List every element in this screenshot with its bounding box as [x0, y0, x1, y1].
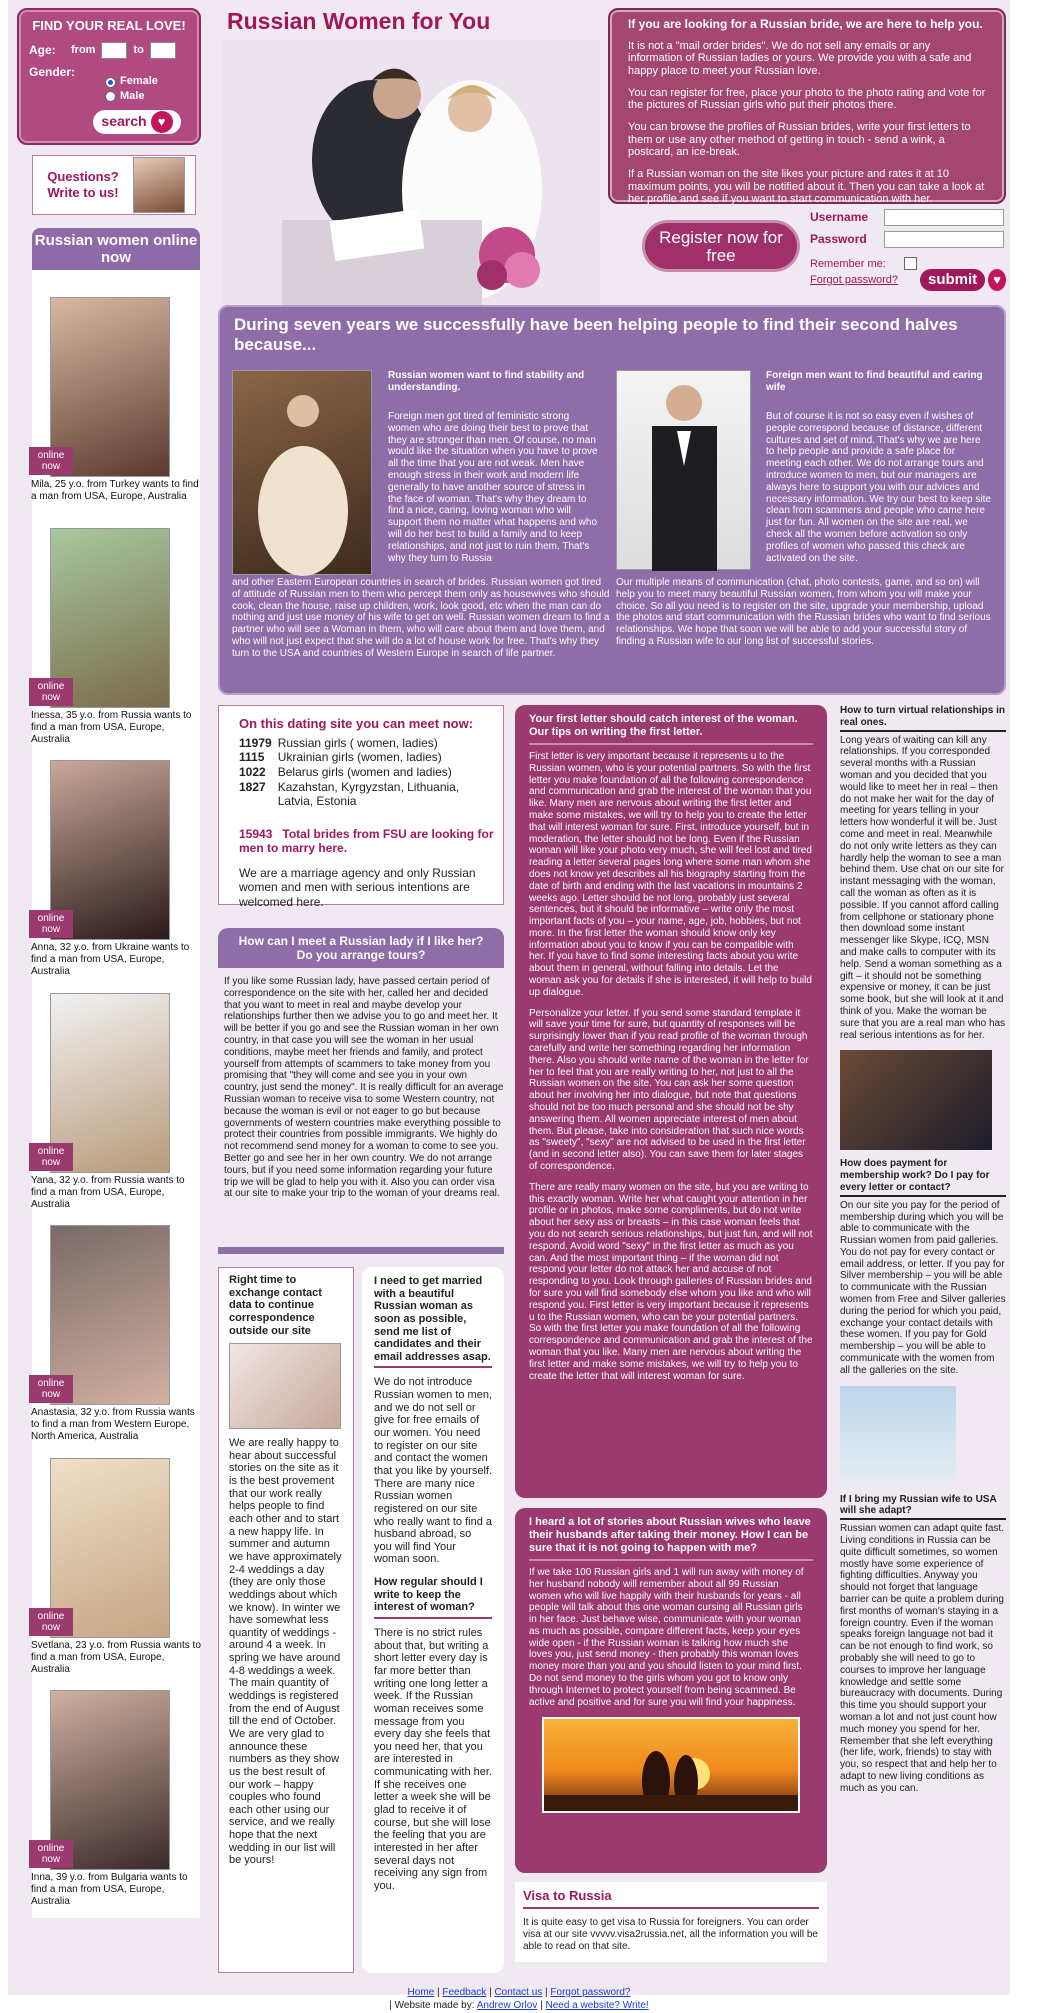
online-badge[interactable]: online now — [29, 1840, 73, 1868]
footer-home-link[interactable]: Home — [407, 1987, 435, 1998]
meet-num: 11979 — [239, 735, 272, 750]
password-input[interactable] — [884, 231, 1004, 248]
how-meet-title: How can I meet a Russian lady if I like her? Do you arrange tours? — [218, 928, 504, 968]
heart-icon: ♥ — [988, 269, 1006, 291]
seven-years-panel — [218, 305, 1006, 695]
info-p3: You can browse the profiles of Russian brides, write your first letters to them or use any other method of getting in touch - send a wink, a postcard, an ice-break. — [628, 121, 971, 159]
rcol-t3: Russian women can adapt quite fast. Living conditions in Russia can be quite difficult sometimes, so women mostly have some experience of fighting difficulties. Anyway you should not forget that language barrier can be quite a problem during first months of woman's staying in a foreign country. Even if the woman speaks foreign language not bad it can be not enough to find work, so probably she will need to go to courses to improve her language knowledge and settle some bureaucracy with documents. During this time you should support your woman a lot and not just count how much money you spend for her. Remember that she left everything (her life, work, friends) to stay with you, so respect that and help her to adapt to new living conditions as much as you can. — [840, 1523, 1004, 1794]
seven-right-bottom: Our multiple means of communication (chat, photo contests, game, and so on) will help you to meet many beautiful Russian women, from whom you will make your choice. So all you need is to register on the site, upgrade your membership, upload the photos and start communication with the Russian brides who want to find serious relationships. We hope that soon we will be able to add your successful story of finding a Russian wife to our long list of successful stories. — [616, 577, 991, 647]
meet-num: 1115 — [239, 750, 265, 765]
meet-stats-panel — [218, 705, 504, 909]
male-label: Male — [120, 89, 145, 102]
hero-wedding-photo — [222, 40, 600, 305]
table-row — [239, 750, 503, 765]
need-title2: How regular should I write to keep the interest of woman? — [374, 1576, 492, 1619]
table-row — [239, 736, 503, 751]
questions-text: Questions? Write to us! — [47, 169, 119, 200]
bride-figure — [233, 371, 373, 576]
groom-figure — [617, 371, 752, 571]
right-column — [840, 705, 1006, 1804]
made-by-label: Website made by: — [394, 2000, 475, 2011]
lady-caption[interactable]: Anastasia, 32 y.o. from Russia wants to find a man from Western Europe, North America, Australia — [31, 1407, 195, 1443]
site-title: Russian Women for You — [227, 8, 491, 34]
online-badge[interactable]: online now — [29, 1608, 73, 1636]
meet-num: 1827 — [239, 779, 266, 794]
footer-contact-link[interactable]: Contact us — [494, 1987, 543, 1998]
right-time-panel — [218, 1267, 354, 1973]
seven-right-top: But of course it is not so easy even if wishes of people correspond because of distance, different cultures and set of mind. That's why we are here to help people and provide a safe place for meeting each other. We do not arrange tours and introduce women to men, but our managers are always here to support you with our advices and necessary information. We try our best to keep site clean from scammers and people who came here just for fun. All women on the site are real, we check all the women before activation so only profiles of women who passed this check are activated on the site. — [766, 411, 991, 564]
footer-forgot-link[interactable]: Forgot password? — [550, 1987, 631, 1998]
search-panel — [17, 8, 201, 145]
remember-checkbox[interactable] — [904, 257, 917, 270]
right-time-text: We are really happy to hear about successful stories on the site as it is the best provement that our work really helps people to find each other and to start a new happy life. In summer and autumn we have approximately 2-4 weddings a day (they are only those weddings about which we know). In winter we have somewhat less quantity of weddings - around 4 a week. In spring we have around 4-8 weddings a week. The main quantity of weddings is registered from the end of August till the end of October. We are very glad to announce these numbers as they show us the best result of our work – happy couples who found each other using our service, and we really hope that the next wedding in our list will be yours! — [229, 1437, 342, 1867]
letter-p2: Personalize your letter. If you send some standard template it will save your time for sure, but quantity of responses will be surprisingly lower than if you read profile of the woman through carefully and write her something regarding her information there. Also you should write name of the woman in the letter for her to feel that you are really writing to her, not just to all the Russian women on the site. You can ask her some question about her involving her into dialogue, but note that questions should not be too much personal and she should not be shy answering them. All women appreciate interest of men about them. But please, take into consideration that such nice words as "sweety", "sexy" are not advised to be used in the first letter (and in second letter also). You can save them for later stages of correspondence. — [529, 1007, 809, 1173]
online-title: Russian women online now — [32, 228, 200, 270]
rcol-t1: Long years of waiting can kill any relationships. If you corresponded several months with a Russian woman and you decided that you would like to meet her in real – then do not make her wait for the day of meeting for years telling in your letters how wonderful it will be. Just come and meet in real. Meanwhile do not only write letters as they can hardly help the woman to see a man behind them. Use chat on our site for instant messaging with the woman, call the woman as often as it is possible. If you cannot afford calling from cellphone or stationary phone then download some instant messenger like Skype, ICQ, MSN and make calls to computer with its help. Send a woman something as a gift – it should not be something expensive or money, it can be just some book, but she will look at it and think of you. Make the woman be sure that you are a real man who has real serious intentions as for her. — [840, 734, 1006, 1041]
info-p1: It is not a "mail order brides". We do not sell any emails or any information of Russian ladies or yours. We provide you with a safe and happy place to meet your Russian love. — [628, 39, 972, 78]
lady-caption[interactable]: Anna, 32 y.o. from Ukraine wants to find a man from USA, Europe, Australia — [31, 942, 190, 978]
online-badge[interactable]: online now — [29, 1143, 73, 1171]
lady-caption[interactable]: Yana, 32 y.o. from Russia wants to find a man from USA, Europe, Australia — [31, 1175, 185, 1211]
sunset-couple-photo — [542, 1717, 800, 1813]
rcol-t2: On our site you pay for the period of membership during which you will be able to communicate with the Russian women from paid galleries. You do not pay for every contact or email address, or letter. If you pay for Silver membership – you will be able to communicate with the Russian women from Free and Silver galleries during the period for which you paid, exchange your contact details with these women. If you pay for Gold membership – you will be able to communicate with the women from all the galleries on the site. — [840, 1199, 1006, 1376]
letter-p1: First letter is very important because it represents u to the Russian women, who is your potential partners. So with the first letter you make foundation of all the following correspondence and communication and grab the interest of the woman that you like. Many men are nervous about writing the first letter and make some mistakes, we will try to help you to create the letter that will interest woman for sure. First, introduce yourself, but in moderation, the letter should not be long. Even if the Russian woman will like your photo very much, she will feel lost and tired reading a letter several pages long where some man whom she does not know yet describes all his biography starting from the date of birth and ending with the last vacations in mountains 2 weeks ago. Letter should be not long, probably just several sentences, but it should be informative – write only the most important facts of you – your name, age, job, hobbies, but not more. In the first letter the woman should know only key information about you to know if you can be compatible with her. If you have to find some interesting facts about you write about them in general, without falling into details. Let the woman ask you for details if she is interested, it will help to build up dialogue. — [529, 750, 812, 998]
rcol-h2: How does payment for membership work? Do I pay for every letter or contact? — [840, 1158, 1006, 1196]
footer-feedback-link[interactable]: Feedback — [442, 1987, 487, 1998]
online-badge[interactable]: online now — [29, 910, 73, 938]
search-button-label: search — [101, 113, 147, 130]
husband-panel — [515, 1508, 827, 1873]
letter-title: Your first letter should catch interest of the woman. Our tips on writing the first letter. — [529, 713, 813, 745]
made-by-link[interactable]: Andrew Orlov — [476, 2000, 538, 2011]
username-input[interactable] — [884, 209, 1004, 226]
visa-text: It is quite easy to get visa to Russia for foreigners. You can order visa at our site vvvvv.visa2russia.net, all the information you will be able to read on that site. — [523, 1916, 818, 1953]
visa-title: Visa to Russia — [523, 1888, 819, 1909]
section-divider — [218, 1247, 504, 1254]
seven-title: During seven years we successfully have been helping people to find their second halves because... — [234, 315, 958, 355]
seven-right-sub: Foreign men want to find beautiful and caring wife — [766, 370, 983, 394]
need-website-link[interactable]: Need a website? Write! — [545, 2000, 649, 2011]
online-badge[interactable]: online now — [29, 447, 73, 475]
table-row — [239, 765, 503, 780]
age-label: Age: — [29, 43, 56, 58]
info-p2: You can register for free, place your photo to the photo rating and vote for the pictures of Russian girls who put their photos there. — [628, 86, 986, 112]
age-from-input[interactable] — [101, 42, 127, 59]
visa-panel — [515, 1882, 827, 1962]
husband-text: If we take 100 Russian girls and 1 will run away with money of her husband nobody will remember about all 99 Russian women who will live happily with their husbands for years - all people will talk about this one woman cursing all Russian girls in her face. Just behave wise, communicate with your woman as much as possible, compare different facts, keep your eyes wide open - if the Russian woman is talking how much she loves you, just send money - then probably this woman loves money more than you and you should listen to your mind first. Do not send money to the girls whom you got to know only through Internet to protect yourself from being scammed. Be active and positive and for sure you will find your happiness. — [529, 1566, 804, 1708]
meet-num: 1022 — [239, 765, 266, 780]
online-badge[interactable]: online now — [29, 1375, 73, 1403]
submit-label: submit — [920, 269, 985, 291]
meet-title: On this dating site you can meet now: — [239, 716, 474, 731]
rcol-h1: How to turn virtual relationships in real ones. — [840, 705, 1006, 732]
lady-caption[interactable]: Inna, 39 y.o. from Bulgaria wants to find a man from USA, Europe, Australia — [31, 1872, 188, 1908]
meet-label: Belarus girls (women and ladies) — [277, 765, 452, 780]
questions-banner[interactable] — [32, 155, 196, 215]
lady-caption[interactable]: Mila, 25 y.o. from Turkey wants to find a man from USA, Europe, Australia — [31, 479, 199, 503]
need-text: We do not introduce Russian women to men, and we do not sell or give for free emails of our women. You need to register on our site and contact the women that you like by yourself. There are many nice Russian women registered on our site who really want to find a husband abroad, so you will find Your woman soon. — [374, 1376, 493, 1566]
seven-left-bottom: and other Eastern European countries in search of brides. Russian women got tired of attitude of Russian men to them who percept them only as housewives who should cook, clean the house, raise up children, work, look good, etc when the man can do nothing and just use money of his wife to get on well. Russian women dream to find a partner who will see a Woman in them, who will care about them and love them, and who will not just expect that she will do a lot of house work for free. That's why they turn to the USA and countries of Western Europe in search of life partner. — [232, 577, 610, 659]
to-label: to — [133, 43, 144, 56]
first-letter-panel — [515, 705, 827, 1498]
female-radio[interactable] — [105, 77, 116, 88]
seven-left-sub: Russian women want to find stability and understanding. — [388, 370, 585, 394]
forgot-password-link[interactable]: Forgot password? — [810, 274, 899, 286]
male-radio[interactable] — [105, 91, 116, 102]
need-panel — [362, 1267, 504, 1973]
submit-button[interactable] — [920, 268, 1006, 292]
search-button[interactable] — [93, 110, 181, 134]
groom-photo — [616, 370, 751, 570]
bride-photo — [232, 370, 372, 575]
female-label: Female — [120, 75, 158, 88]
info-panel — [608, 8, 1006, 204]
letter-p3: There are really many women on the site, but you are writing to this exactly woman. Write her what caught your attention in her profile or in photos, make some compliments, but do not write about her sexy ass or breasts – in this case woman feels that you do not search serious relationships, but just fun, and will not respond. Avoid word "sexy" in the first letter as much as you can. And the most important thing – if the woman did not respond your letter do not attack her and accuse of not responding to you. Look through galleries of Russian brides and for sure you will find somebody else whom you like and who will respond you. First letter is very important because it represents u to the Russian women, who can be your potential partners. So with the first letter you make foundation of all the following correspondence and communication and grab the interest of the woman that you like. Many men are nervous about writing the first letter and make some mistakes, we will try to help you to create the letter that will interest woman for sure. — [529, 1181, 813, 1382]
remember-label: Remember me: — [810, 258, 886, 270]
couple-silhouette — [544, 1719, 798, 1811]
questions-photo — [133, 157, 185, 213]
heart-icon: ♥ — [151, 111, 173, 133]
wedding-illustration — [222, 40, 600, 305]
need-text2: There is no strict rules about that, but writing a short letter every day is far more better than writing one long letter a week. If the Russian woman receives some message from you every day she feels that you need her, that you are interested in communicating with her. If she receives one letter a week she will be glad to receive it of course, but she will lose the feeling that you are interested in her after several days not receiving any sign from you. — [374, 1627, 492, 1892]
from-label: from — [71, 43, 96, 56]
meet-label: Ukrainian girls (women, ladies) — [277, 750, 442, 765]
lady-caption[interactable]: Svetlana, 23 y.o. from Russia wants to find a man from USA, Europe, Australia — [31, 1640, 201, 1676]
meet-label: Kazahstan, Kyrgyzstan, Lithuania, Latvia, Estonia — [277, 779, 460, 809]
footer: Home | Feedback | Contact us | Forgot password? | Website made by: Andrew Orlov | Need a website? Write! — [389, 1987, 649, 2011]
info-p4: If a Russian woman on the site likes your picture and rates it at 10 maximum points, you will be notified about it. Then you can take a look at her profile and see if you want to start communication with her. — [628, 167, 985, 206]
couple-photo — [840, 1050, 992, 1150]
info-lead: If you are looking for a Russian bride, we are here to help you. — [628, 17, 983, 31]
right-time-title: Right time to exchange contact data to continue correspondence outside our site — [229, 1274, 322, 1337]
register-button[interactable]: Register now for free — [642, 220, 800, 272]
lady-caption[interactable]: Inessa, 35 y.o. from Russia wants to find a man from USA, Europe, Australia — [31, 710, 192, 746]
meet-total — [239, 827, 503, 856]
search-title: FIND YOUR REAL LOVE! — [32, 18, 186, 33]
how-meet-text: If you like some Russian lady, have passed certain period of correspondence on the site with her, called her and decided that you want to meet in real and maybe develop your relationships further then we advise you to go and meet her. It will be better if you go and see the Russian woman in her own country, in that case you will see the woman in her usual conditions, maybe meet her friends and family, and protect yourself from attempts of scammers to take money from you promising that "they will come and see you in your own country, just send the money". It is really difficult for an average Russian woman to receive visa to some Western country, not because the woman is evil or not eager to go but because governments of western countries make everything possible to protect their countries from possible immigrants. We highly do not recommend send money for a woman to come to see you. Better go and see her in her own country. We do not arrange tours, but if you need some information regarding your future trip we will be glad to help you with it. Also you can order visa at our site to make your trip to the woman of your dreams real. — [224, 976, 504, 1200]
hands-rings-photo — [229, 1343, 341, 1429]
password-label: Password — [810, 232, 867, 246]
gender-label: Gender: — [29, 64, 76, 79]
meet-label: Russian girls ( women, ladies) — [277, 735, 438, 750]
need-title: I need to get married with a beautiful Russian woman as soon as possible, send me list of candidates and their email addresses asap. — [374, 1275, 492, 1368]
online-badge[interactable]: online now — [29, 678, 73, 706]
meet-total-num: 15943 — [239, 826, 273, 841]
meet-agency: We are a marriage agency and only Russian women and men with serious intentions are welcomed here. — [239, 865, 476, 909]
meet-total-text: Total brides from FSU are looking for men to marry here. — [239, 826, 494, 856]
beach-woman-photo — [840, 1386, 956, 1486]
age-to-input[interactable] — [150, 42, 176, 59]
username-label: Username — [810, 210, 869, 224]
meet-table — [239, 736, 503, 809]
table-row — [239, 780, 503, 809]
husband-title: I heard a lot of stories about Russian wives who leave their husbands after taking their money. How I can be sure that it is not going to happen with me? — [529, 1516, 813, 1561]
rcol-h3: If I bring my Russian wife to USA will she adapt? — [840, 1494, 1006, 1521]
seven-left-top: Foreign men got tired of feministic strong women who are doing their best to prove that they are stronger than men. Of course, no man would like the situation when you have to prove all the time that you are not weak. Men have enough stress in their work and modern life generally to have another source of stress in the face of woman. That's why they dream to find a nice, caring, loving woman who will support them no matter what happens and who will do her best to build a family and to keep relationships, and not just to ruin them. That's why they turn to Russia — [388, 411, 598, 564]
